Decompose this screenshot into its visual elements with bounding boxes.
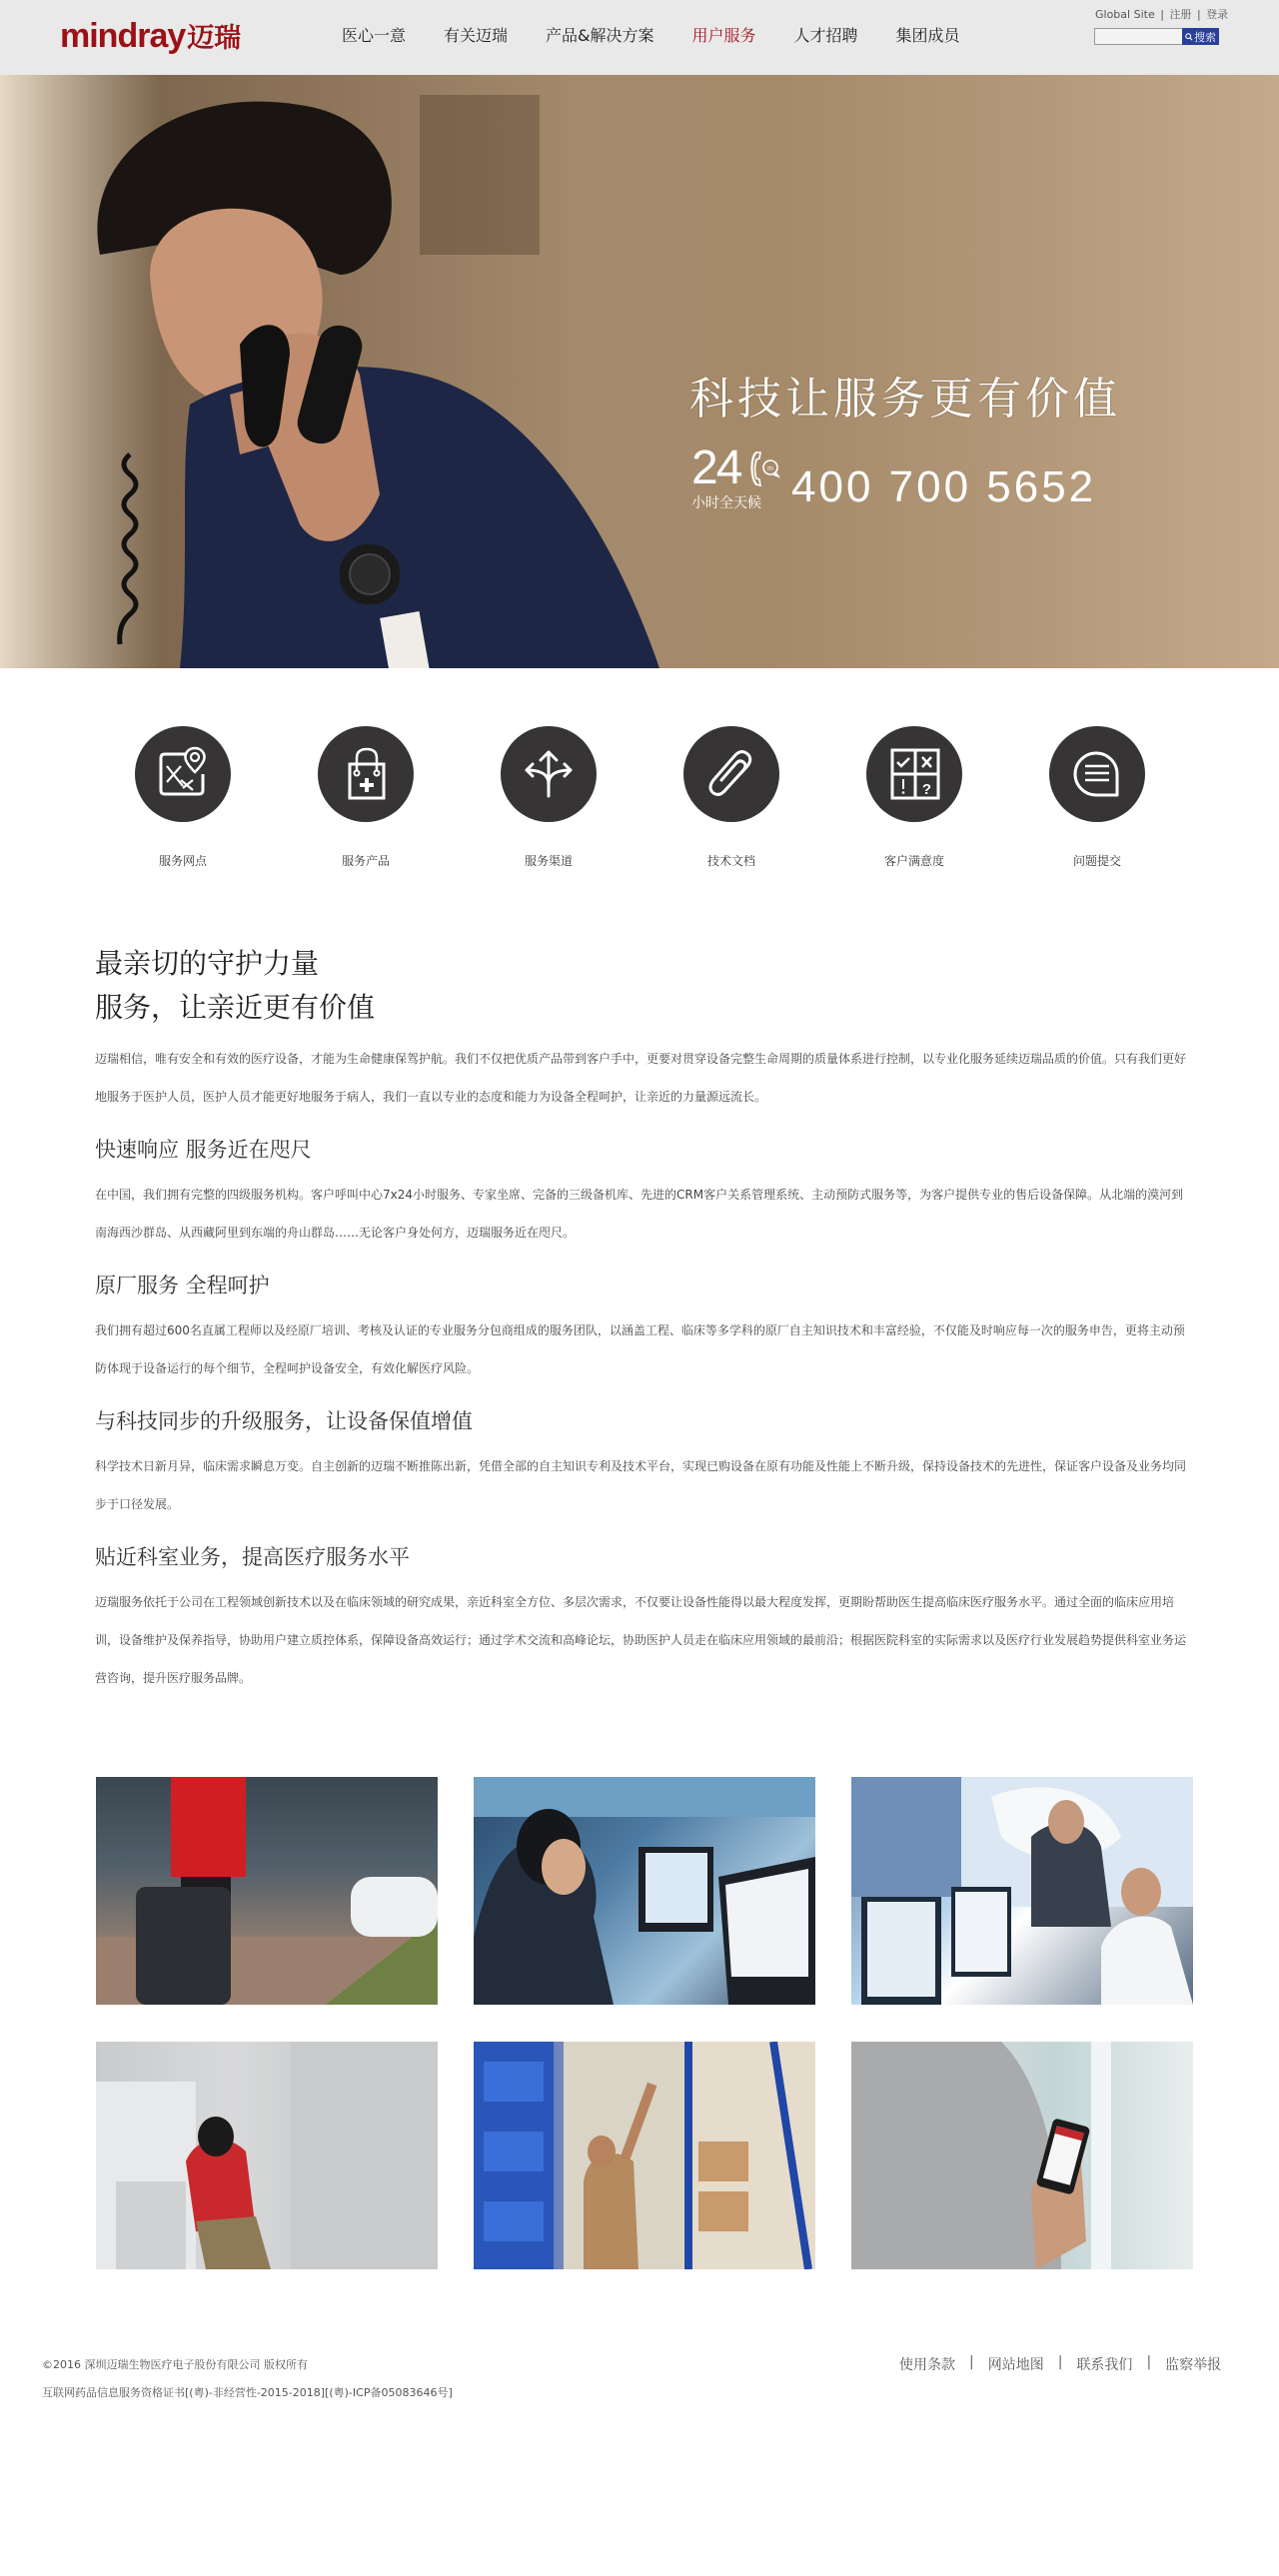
top-links xyxy=(1095,6,1228,22)
survey-grid-icon xyxy=(884,744,944,804)
icp-license-text: 互联网药品信息服务资格证书[(粤)-非经营性-2015-2018][(粤)-ICP备05083646号] xyxy=(42,2386,453,2399)
register-link[interactable]: 注册 xyxy=(1169,8,1192,21)
logo-text-cn: 迈瑞 xyxy=(187,23,242,54)
service-label: 问题提交 xyxy=(1072,854,1121,868)
search-button-label: 搜索 xyxy=(1194,31,1216,44)
photo-gallery xyxy=(0,1777,1279,2336)
photo-engineer-repair xyxy=(96,2042,438,2269)
footer-links xyxy=(899,2354,1221,2374)
divider: | xyxy=(1146,2354,1152,2370)
nav-item-about[interactable]: 有关迈瑞 xyxy=(444,26,509,45)
divider: | xyxy=(1196,8,1201,21)
photo-monitoring-center xyxy=(851,1777,1193,2005)
service-label: 服务渠道 xyxy=(524,854,573,868)
photo-parts-warehouse xyxy=(474,2042,815,2269)
section-text-upgrade-service: 科学技术日新月异，临床需求瞬息万变。自主创新的迈瑞不断推陈出新，凭借全部的自主知识专利及技术平台，实现已购设备在原有功能及性能上不断升级，保持设备技术的先进性，保证客户设备及业务均同步于口径发展。 xyxy=(95,1459,1187,1511)
login-link[interactable]: 登录 xyxy=(1206,8,1229,21)
content-title-line1: 最亲切的守护力量 xyxy=(95,947,320,980)
site-footer xyxy=(0,2336,1279,2446)
hero-banner xyxy=(0,75,1279,668)
section-heading-factory-service: 原厂服务 全程呵护 xyxy=(95,1274,270,1297)
service-item-submit-issue[interactable] xyxy=(1017,726,1177,869)
divider: | xyxy=(969,2354,974,2370)
divider: | xyxy=(1160,8,1164,21)
section-text-department-business: 迈瑞服务依托于公司在工程领域创新技术以及在临床领域的研究成果，亲近科室全方位、多层次需求，不仅要让设备性能得以最大程度发挥，更期盼帮助医生提高临床医疗服务水平。通过全面的临床应用培训，设备维护及保养指导，协助用户建立质控体系，保障设备高效运行；通过学术交流和高峰论坛，协助医护人员走在临床应用领域的最前沿；根据医院科室的实际需求以及医疗行业发展趋势提供科室业务运营咨询，提升医疗服务品牌。 xyxy=(95,1595,1187,1685)
mindray-logo[interactable] xyxy=(60,16,241,56)
section-heading-department-business: 贴近科室业务，提高医疗服务水平 xyxy=(95,1545,410,1569)
footer-link-contact[interactable]: 联系我们 xyxy=(1076,2357,1133,2373)
svg-text:m: m xyxy=(767,465,773,472)
service-item-satisfaction[interactable] xyxy=(834,726,994,869)
hero-24-hours-subtitle: 小时全天候 xyxy=(691,495,761,511)
section-heading-fast-response: 快速响应 服务近在咫尺 xyxy=(95,1138,312,1162)
service-label: 服务网点 xyxy=(158,854,207,868)
footer-link-terms[interactable]: 使用条款 xyxy=(899,2357,955,2373)
footer-link-report[interactable]: 监察举报 xyxy=(1165,2357,1222,2373)
service-item-products[interactable] xyxy=(286,726,446,869)
hotline-number: 400 700 5652 xyxy=(791,462,1097,511)
main-nav xyxy=(342,24,998,48)
medical-bag-icon xyxy=(336,744,396,804)
chat-bubble-icon xyxy=(1067,744,1127,804)
paperclip-icon xyxy=(701,744,761,804)
service-item-documents[interactable] xyxy=(651,726,811,869)
footer-link-sitemap[interactable]: 网站地图 xyxy=(987,2357,1044,2373)
service-label: 客户满意度 xyxy=(883,854,944,868)
hero-24-hours: 24 xyxy=(691,441,741,494)
svg-text:?: ? xyxy=(921,781,932,798)
section-heading-upgrade-service: 与科技同步的升级服务，让设备保值增值 xyxy=(95,1409,473,1433)
search-box xyxy=(1094,28,1219,45)
content-title-line2: 服务，让亲近更有价值 xyxy=(95,991,376,1024)
nav-item-heart[interactable]: 医心一意 xyxy=(342,26,407,45)
copyright-text: ©2016 深圳迈瑞生物医疗电子股份有限公司 版权所有 xyxy=(42,2358,308,2371)
nav-item-group[interactable]: 集团成员 xyxy=(895,26,960,45)
logo-text-en: mindray xyxy=(60,17,186,55)
nav-item-products[interactable]: 产品&解决方案 xyxy=(546,26,654,45)
search-icon xyxy=(1185,33,1193,41)
section-text-fast-response: 在中国，我们拥有完整的四级服务机构。客户呼叫中心7x24小时服务、专家坐席、完备的三级备机库、先进的CRM客户关系管理系统、主动预防式服务等，为客户提供专业的售后设备保障。从北端的漠河到南海西沙群岛、从西藏阿里到东端的舟山群岛……无论客户身处何方，迈瑞服务近在咫尺。 xyxy=(95,1188,1184,1240)
search-button[interactable] xyxy=(1182,28,1219,45)
photo-engineer-luggage xyxy=(96,1777,438,2005)
nav-item-careers[interactable]: 人才招聘 xyxy=(793,26,858,45)
site-header xyxy=(0,0,1279,75)
service-item-network[interactable] xyxy=(103,726,263,869)
map-pin-icon xyxy=(153,744,213,804)
hero-title: 科技让服务更有价值 xyxy=(689,374,1121,425)
nav-item-service[interactable]: 用户服务 xyxy=(691,26,756,45)
global-site-link[interactable]: Global Site xyxy=(1095,8,1155,21)
search-input[interactable] xyxy=(1094,28,1182,45)
section-text-factory-service: 我们拥有超过600名直属工程师以及经原厂培训、考核及认证的专业服务分包商组成的服务团队，以涵盖工程、临床等多学科的原厂自主知识技术和丰富经验，不仅能及时响应每一次的服务申告，更将主动预防体现于设备运行的每个细节，全程呵护设备安全，有效化解医疗风险。 xyxy=(95,1323,1185,1375)
split-arrows-icon xyxy=(519,744,579,804)
intro-paragraph: 迈瑞相信，唯有安全和有效的医疗设备，才能为生命健康保驾护航。我们不仅把优质产品带到客户手中，更要对贯穿设备完整生命周期的质量体系进行控制，以专业化服务延续迈瑞品质的价值。只有我们更好地服务于医护人员，医护人员才能更好地服务于病人，我们一直以专业的态度和能力为设备全程呵护，让亲近的力量源远流长。 xyxy=(95,1052,1187,1104)
service-label: 技术文档 xyxy=(706,854,755,868)
photo-mobile-app xyxy=(851,2042,1193,2269)
photo-call-center-agent xyxy=(474,1777,815,2005)
service-label: 服务产品 xyxy=(341,854,390,868)
divider: | xyxy=(1057,2354,1063,2370)
hero-agent-on-phone-image xyxy=(40,75,679,668)
service-content xyxy=(0,942,1279,1697)
service-icons-row xyxy=(0,668,1279,898)
hotline-phone-icon xyxy=(746,448,780,488)
service-item-channels[interactable] xyxy=(469,726,629,869)
